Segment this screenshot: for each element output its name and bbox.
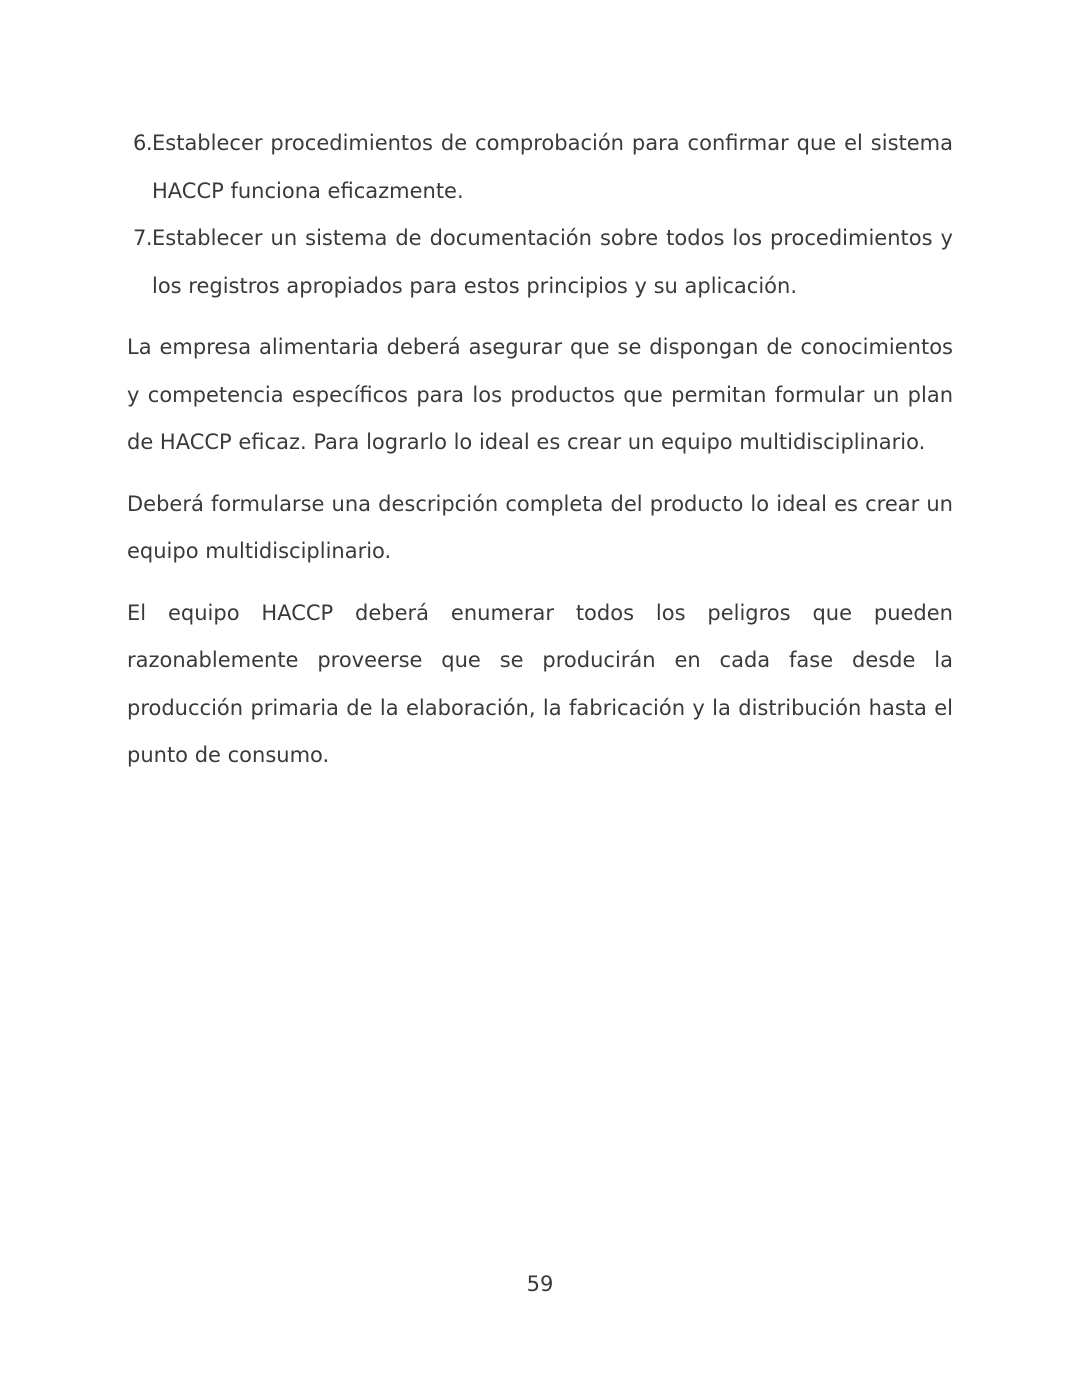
- paragraph: El equipo HACCP deberá enumerar todos los peligros que pueden razonablemente proveerse que se producirán en cada fase desde la producción primaria de la elaboración, la fabricación y la distribución hasta el punto de consumo.: [127, 600, 953, 767]
- list-item: [127, 215, 953, 310]
- page-number: 59: [526, 1272, 554, 1296]
- numbered-list: [127, 120, 953, 310]
- paragraph: Deberá formularse una descripción completa del producto lo ideal es crear un equipo multidisciplinario.: [127, 491, 953, 563]
- list-item: [127, 120, 953, 215]
- paragraph: La empresa alimentaria deberá asegurar que se dispongan de conocimientos y competencia específicos para los productos que permitan formular un plan de HACCP eficaz. Para lograrlo lo ideal es crear un equipo multidisciplinario.: [127, 335, 953, 454]
- list-item-text: Establecer procedimientos de comprobación para confirmar que el sistema HACCP funciona eficazmente.: [152, 131, 953, 203]
- list-item-number: 7.: [132, 226, 152, 250]
- list-item-text: Establecer un sistema de documentación sobre todos los procedimientos y los registros apropiados para estos principios y su aplicación.: [152, 226, 953, 298]
- list-item-number: 6.: [132, 131, 152, 155]
- page-content: [127, 120, 953, 780]
